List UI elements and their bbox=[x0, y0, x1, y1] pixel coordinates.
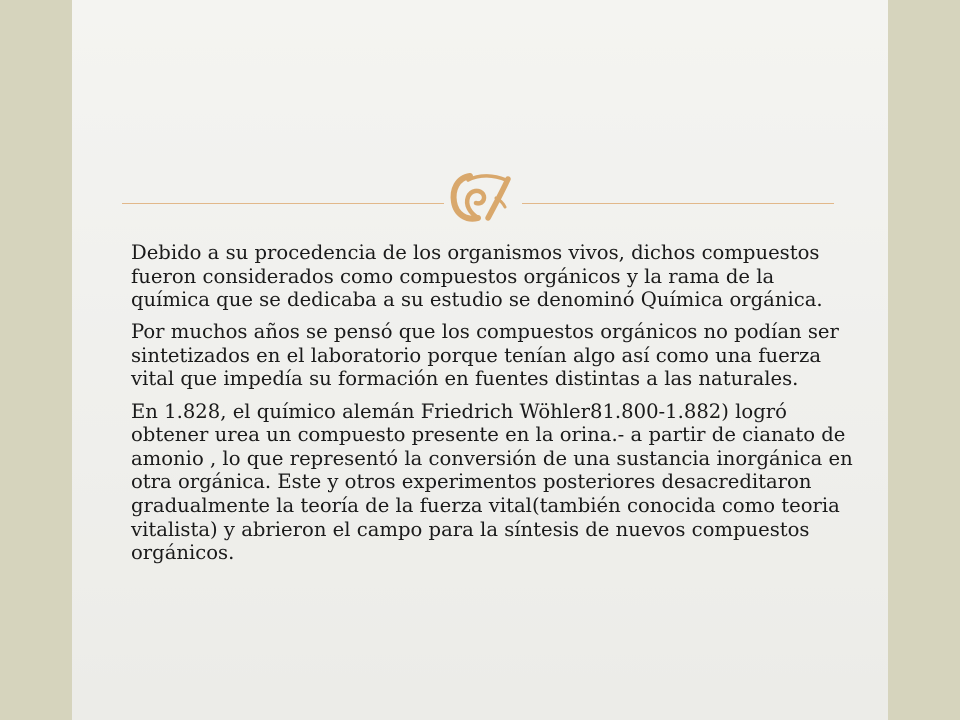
fleuron-icon bbox=[448, 170, 518, 230]
paragraph-origen-organismos: Debido a su procedencia de los organismos vivos, dichos compuestos fueron considerados como compuestos orgánicos y la rama de la química que se dedicaba a su estudio se denominó Química orgánica. bbox=[131, 241, 823, 312]
paragraph-wohler: En 1.828, el químico alemán Friedrich Wöhler81.800-1.882) logró obtener urea un compuesto presente en la orina.- a partir de cianato de amonio , lo que representó la conversión de una sustancia inorgánica en otra orgánica. Este y otros experimentos posteriores desacreditaron gradualmente la teoría de la fuerza vital(también conocida como teoria vitalista) y abrieron el campo para la síntesis de nuevos compuestos orgánicos. bbox=[131, 399, 853, 565]
header-rule-left bbox=[122, 203, 444, 204]
header-rule-right bbox=[522, 203, 834, 204]
slide-body bbox=[131, 241, 853, 573]
paragraph-fuerza-vital: Por muchos años se pensó que los compuestos orgánicos no podían ser sintetizados en el laboratorio porque tenían algo así como una fuerza vital que impedía su formación en fuentes distintas a las naturales. bbox=[131, 320, 839, 391]
